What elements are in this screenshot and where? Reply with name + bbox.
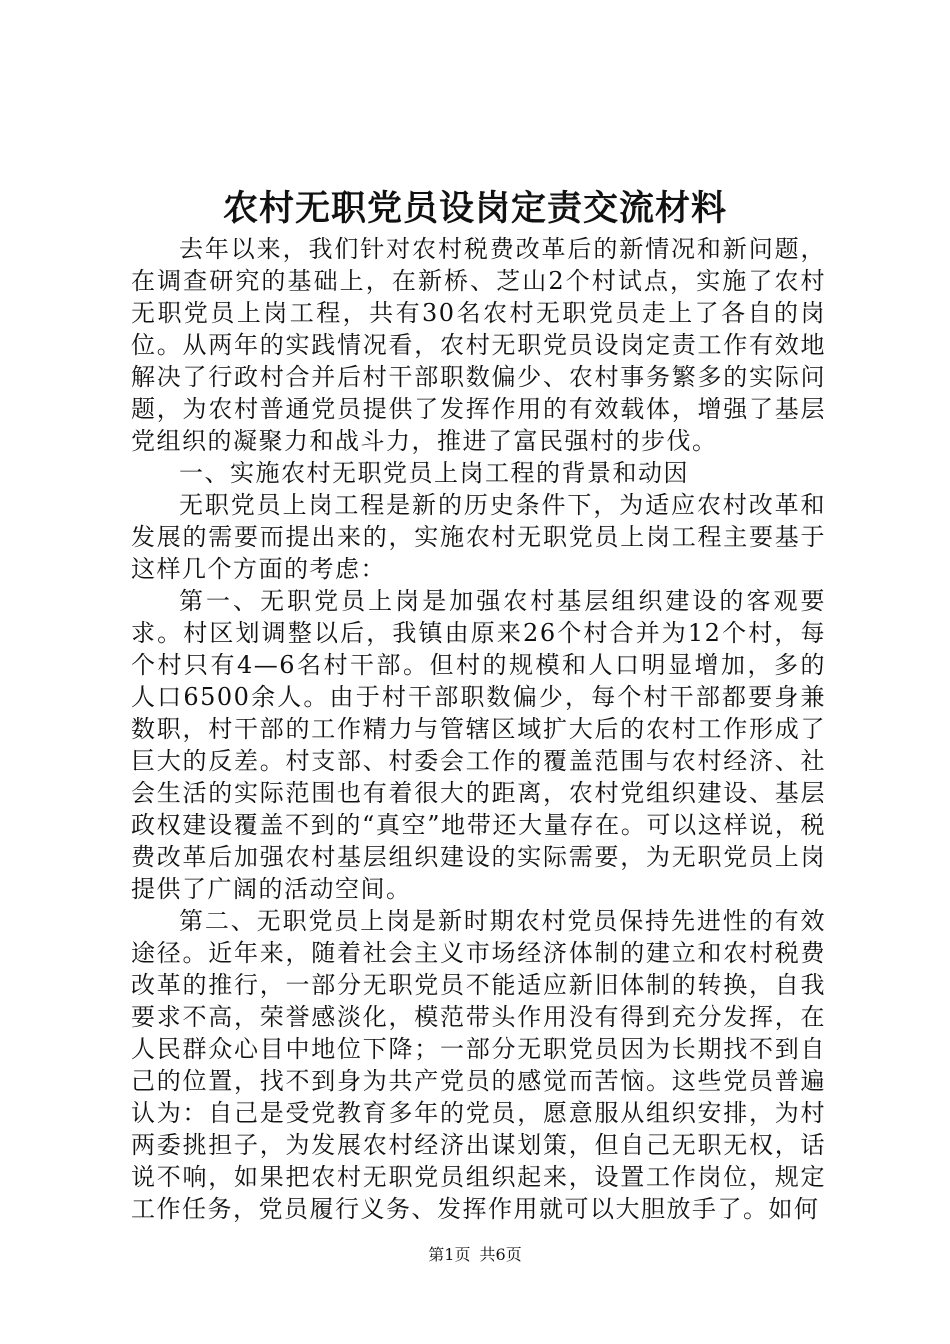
page-number-current: 第1页 (428, 1245, 471, 1264)
document-body (131, 233, 826, 1225)
page-number-total: 共6页 (479, 1245, 522, 1264)
section-heading: 一、实施农村无职党员上岗工程的背景和动因 (179, 459, 689, 487)
paragraph-intro: 去年以来，我们针对农村税费改革后的新情况和新问题，在调查研究的基础上，在新桥、芝山2个村试点，实施了农村无职党员上岗工程，共有30名农村无职党员走上了各自的岗位。从两年的实践情况看，农村无职党员设岗定责工作有效地解决了行政村合并后村干部职数偏少、农村事务繁多的实际问题，为农村普通党员提供了发挥作用的有效载体，增强了基层党组织的凝聚力和战斗力，推进了富民强村的步伐。 (131, 235, 826, 455)
document-title: 农村无职党员设岗定责交流材料 (222, 188, 727, 229)
paragraph-point-one: 第一、无职党员上岗是加强农村基层组织建设的客观要求。村区划调整以后，我镇由原来26个村合并为12个村，每个村只有4—6名村干部。但村的规模和人口明显增加，多的人口6500余人。由于村干部职数偏少，每个村干部都要身兼数职，村干部的工作精力与管辖区域扩大后的农村工作形成了巨大的反差。村支部、村委会工作的覆盖范围与农村经济、社会生活的实际范围也有着很大的距离，农村党组织建设、基层政权建设覆盖不到的“真空”地带还大量存在。可以这样说，税费改革后加强农村基层组织建设的实际需要，为无职党员上岗提供了广阔的活动空间。 (131, 587, 826, 903)
paragraph-point-two: 第二、无职党员上岗是新时期农村党员保持先进性的有效途径。近年来，随着社会主义市场经济体制的建立和农村税费改革的推行，一部分无职党员不能适应新旧体制的转换，自我要求不高，荣誉感淡化，模范带头作用没有得到充分发挥，在人民群众心目中地位下降；一部分无职党员因为长期找不到自己的位置，找不到身为共产党员的感觉而苦恼。这些党员普遍认为：自己是受党教育多年的党员，愿意服从组织安排，为村两委挑担子，为发展农村经济出谋划策，但自己无职无权，话说不响，如果把农村无职党员组织起来，设置工作岗位，规定工作任务，党员履行义务、发挥作用就可以大胆放手了。如何 (131, 907, 826, 1223)
paragraph-background: 无职党员上岗工程是新的历史条件下，为适应农村改革和发展的需要而提出来的，实施农村无职党员上岗工程主要基于这样几个方面的考虑： (131, 491, 826, 583)
page-footer (0, 1245, 950, 1265)
